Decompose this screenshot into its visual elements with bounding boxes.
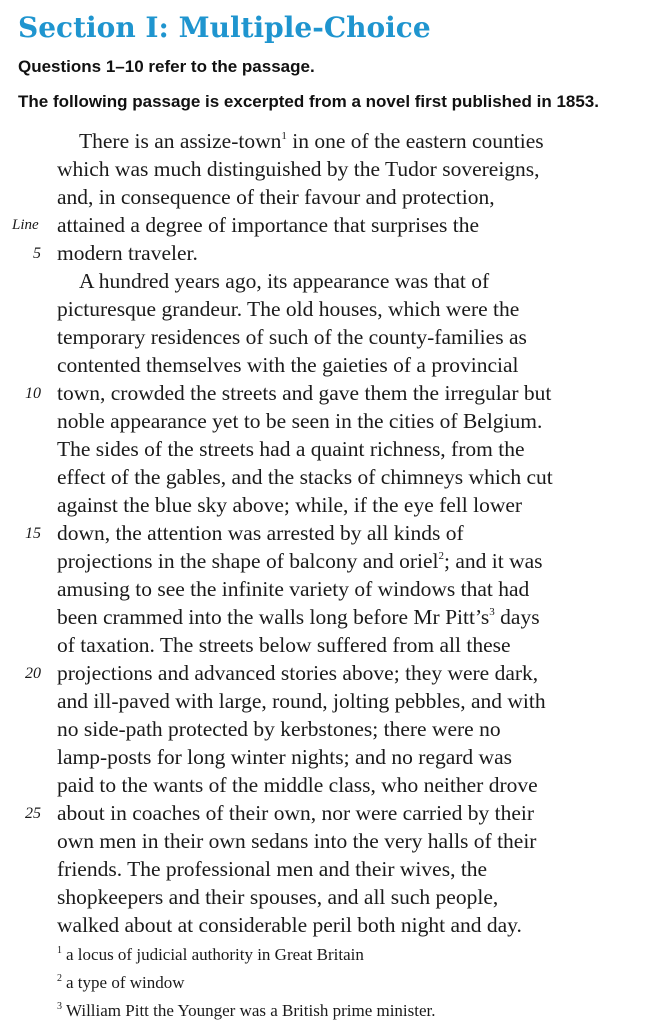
footnotes xyxy=(57,941,436,1025)
passage-line xyxy=(0,575,666,603)
passage-line-text: paid to the wants of the middle class, who neither drove xyxy=(57,773,538,797)
passage-line-text: A hundred years ago, its appearance was that of xyxy=(79,269,490,293)
passage-line-text: which was much distinguished by the Tudor sovereigns, xyxy=(57,157,540,181)
passage-line xyxy=(0,743,666,771)
footnote-number: 3 xyxy=(57,1001,62,1012)
passage-line xyxy=(0,491,666,519)
passage-line-text: town, crowded the streets and gave them the irregular but xyxy=(57,381,552,405)
footnote-marker: 3 xyxy=(489,606,495,618)
passage-line-text: about in coaches of their own, nor were carried by their xyxy=(57,801,534,825)
passage-line-text: own men in their own sedans into the very halls of their xyxy=(57,829,537,853)
footnote-marker: 2 xyxy=(438,550,445,562)
passage-intro: The following passage is excerpted from a novel first published in 1853. xyxy=(18,92,599,111)
passage-line xyxy=(0,155,666,183)
passage-line xyxy=(0,771,666,799)
passage-line-text: days xyxy=(494,605,540,629)
passage-line xyxy=(0,183,666,211)
footnote xyxy=(57,997,436,1025)
passage-line xyxy=(0,687,666,715)
passage-line-text: walked about at considerable peril both night and day. xyxy=(57,913,522,937)
passage-line xyxy=(0,799,666,827)
line-label: Line xyxy=(12,217,39,233)
passage-line-text: effect of the gables, and the stacks of chimneys which cut xyxy=(57,465,553,489)
passage-line xyxy=(0,463,666,491)
passage-line-text: temporary residences of such of the county-families as xyxy=(57,325,527,349)
line-number: 15 xyxy=(25,525,41,542)
passage-line-text: friends. The professional men and their wives, the xyxy=(57,857,488,881)
passage-line-text: projections and advanced stories above; they were dark, xyxy=(57,661,539,685)
passage-line xyxy=(0,855,666,883)
passage-line-text: lamp-posts for long winter nights; and no regard was xyxy=(57,745,512,769)
passage-line-text: down, the attention was arrested by all kinds of xyxy=(57,521,464,545)
passage-line xyxy=(0,659,666,687)
passage-line xyxy=(0,267,666,295)
passage-line xyxy=(0,911,666,939)
footnote-number: 1 xyxy=(57,945,62,956)
passage xyxy=(0,127,666,939)
passage-line xyxy=(0,715,666,743)
passage-line xyxy=(0,379,666,407)
footnote xyxy=(57,969,436,997)
passage-line xyxy=(0,295,666,323)
passage-line xyxy=(0,323,666,351)
passage-line-text: no side-path protected by kerbstones; there were no xyxy=(57,717,501,741)
passage-line xyxy=(0,407,666,435)
footnote-text: a locus of judicial authority in Great Britain xyxy=(66,945,364,964)
footnote xyxy=(57,941,436,969)
line-number: 20 xyxy=(25,665,41,682)
passage-line-text: ; and it was xyxy=(444,549,543,573)
footnote-text: William Pitt the Younger was a British prime minister. xyxy=(66,1001,436,1020)
passage-line xyxy=(0,351,666,379)
passage-line xyxy=(0,883,666,911)
passage-line-text: shopkeepers and their spouses, and all such people, xyxy=(57,885,499,909)
passage-line-text: against the blue sky above; while, if the eye fell lower xyxy=(57,493,523,517)
line-number: 25 xyxy=(25,805,41,822)
footnote-number: 2 xyxy=(57,973,62,984)
passage-line xyxy=(0,827,666,855)
line-number: 10 xyxy=(25,385,41,402)
passage-line-text: The sides of the streets had a quaint richness, from the xyxy=(57,437,525,461)
passage-line xyxy=(0,519,666,547)
passage-line-text: in one of the eastern counties xyxy=(286,129,544,153)
passage-line-text: noble appearance yet to be seen in the cities of Belgium. xyxy=(57,409,543,433)
passage-line-text: of taxation. The streets below suffered from all these xyxy=(57,633,511,657)
passage-line-text: contented themselves with the gaieties of a provincial xyxy=(57,353,519,377)
passage-line-text: and, in consequence of their favour and protection, xyxy=(57,185,495,209)
footnote-text: a type of window xyxy=(66,973,185,992)
passage-line-text: attained a degree of importance that surprises the xyxy=(57,213,480,237)
passage-line xyxy=(0,547,666,575)
passage-line-text: been crammed into the walls long before Mr Pitt’s xyxy=(57,605,490,629)
passage-line-text: and ill-paved with large, round, jolting pebbles, and with xyxy=(57,689,546,713)
questions-note: Questions 1–10 refer to the passage. xyxy=(18,57,315,76)
passage-line xyxy=(0,631,666,659)
passage-line xyxy=(0,211,666,239)
passage-line xyxy=(0,435,666,463)
passage-line xyxy=(0,127,666,155)
passage-line-text: projections in the shape of balcony and oriel xyxy=(57,549,439,573)
passage-line-text: There is an assize-town xyxy=(79,129,282,153)
passage-line-text: amusing to see the infinite variety of windows that had xyxy=(57,577,530,601)
footnote-marker: 1 xyxy=(281,130,287,142)
passage-line-text: picturesque grandeur. The old houses, which were the xyxy=(57,297,520,321)
section-title: Section I: Multiple-Choice xyxy=(18,11,431,44)
passage-line-text: modern traveler. xyxy=(57,241,198,265)
line-number: 5 xyxy=(33,245,41,262)
passage-line xyxy=(0,239,666,267)
passage-line xyxy=(0,603,666,631)
